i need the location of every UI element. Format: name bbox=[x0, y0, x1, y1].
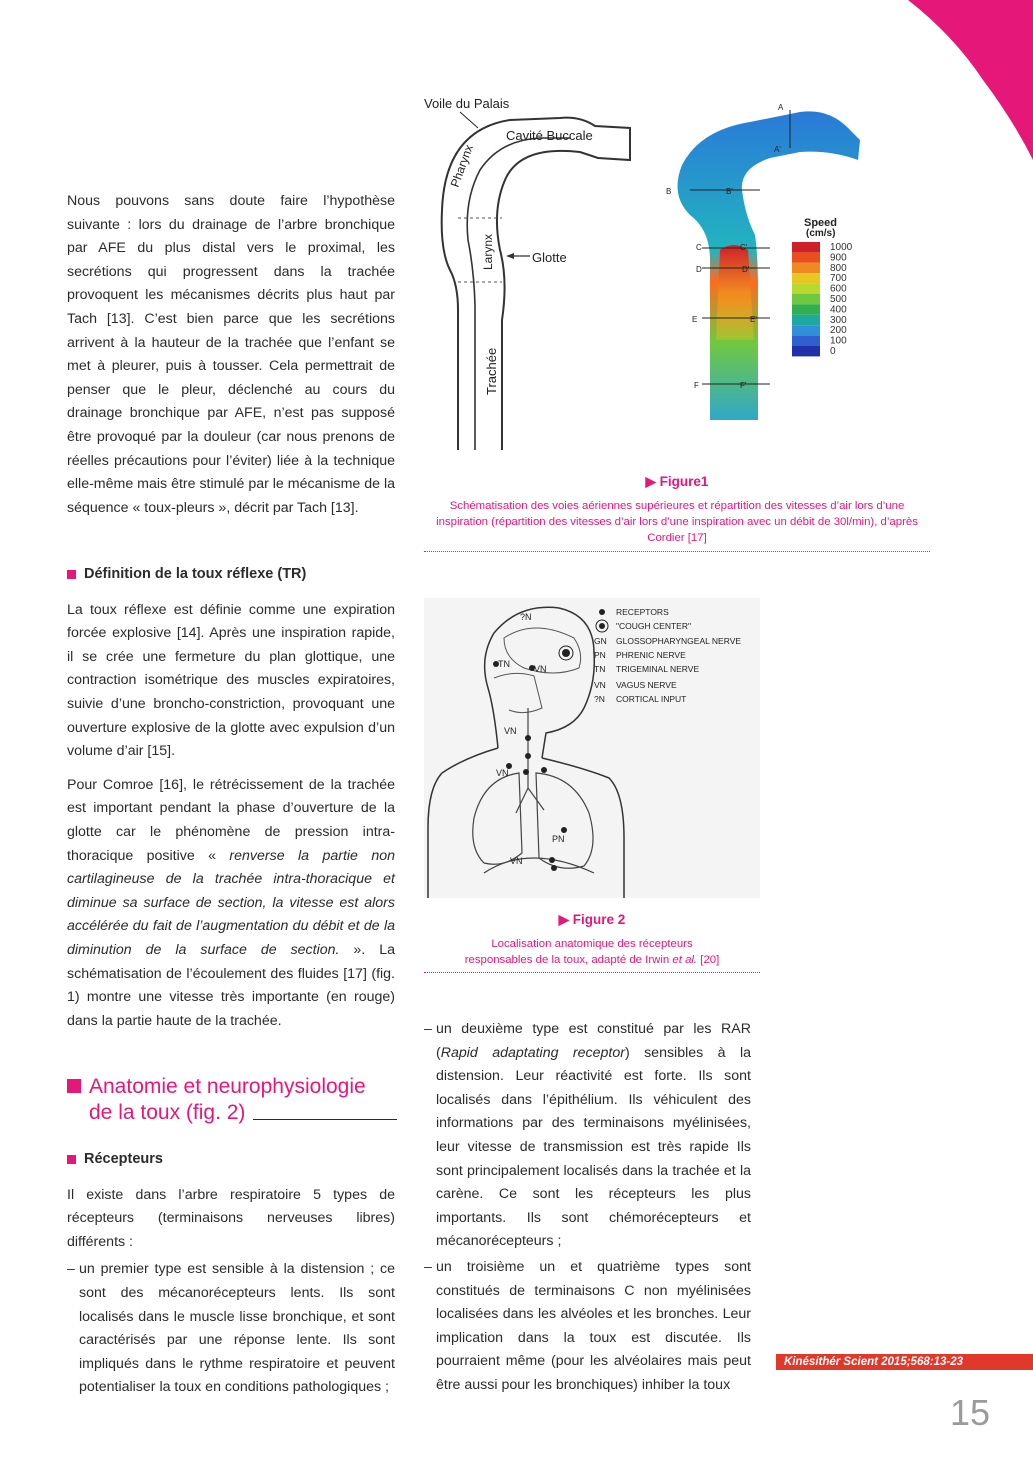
bullet-square-icon bbox=[67, 1155, 76, 1164]
legend-value: 400 bbox=[830, 304, 847, 316]
legend-swatch bbox=[792, 304, 820, 314]
svg-text:A: A bbox=[778, 103, 784, 112]
page-number: 15 bbox=[950, 1392, 991, 1433]
svg-text:D: D bbox=[696, 265, 702, 274]
svg-text:E': E' bbox=[750, 315, 757, 324]
label-glotte: Glotte bbox=[532, 250, 567, 265]
svg-text:?N: ?N bbox=[594, 694, 605, 704]
list-item: – un troisième un et quatrième types sont constitués de terminaisons C non myélinisées localisées dans les alvéoles et les bronches. Leur implication dans la toux est discutée. Ils pourraient même (pour les alvéolaires mais peut être aussi pour les bronchiques) inhiber la toux bbox=[424, 1256, 751, 1398]
legend-value: 0 bbox=[830, 346, 836, 357]
legend-value: 900 bbox=[830, 252, 847, 264]
journal-reference: Kinésithér Scient 2015;568:13-23 bbox=[776, 1354, 1033, 1370]
svg-text:VN: VN bbox=[594, 680, 606, 690]
legend-swatch bbox=[792, 263, 820, 273]
legend-value: 600 bbox=[830, 283, 847, 295]
airway-outline bbox=[442, 118, 630, 450]
svg-text:E: E bbox=[692, 315, 698, 324]
legend-swatch bbox=[792, 346, 820, 356]
svg-text:VN: VN bbox=[534, 664, 547, 674]
figure1-divider bbox=[424, 551, 930, 552]
legend-swatch bbox=[792, 294, 820, 304]
legend-swatch bbox=[792, 325, 820, 335]
svg-text:PN: PN bbox=[594, 650, 606, 660]
label-cavite: Cavité Buccale bbox=[506, 128, 593, 143]
svg-text:B': B' bbox=[726, 187, 733, 196]
list-item: – un premier type est sensible à la distension ; ce sont des mécanorécepteurs lents. Ils sont localisés dans le muscle lisse bronchique, et sont caractérisés par une réponse lente. Ils sont impliqués dans le rythme respiratoire et peuvent potentialiser la toux en conditions pathologiques ; bbox=[67, 1258, 395, 1400]
heading-rule bbox=[253, 1119, 397, 1120]
svg-text:?N: ?N bbox=[520, 612, 532, 622]
svg-text:GN: GN bbox=[594, 636, 607, 646]
legend-value: 300 bbox=[830, 314, 847, 326]
section-heading: Anatomie et neurophysiologie de la toux (fig. 2) bbox=[67, 1074, 397, 1126]
svg-text:"COUGH CENTER": "COUGH CENTER" bbox=[616, 621, 691, 631]
svg-text:VN: VN bbox=[504, 726, 517, 736]
legend-value: 200 bbox=[830, 325, 847, 337]
svg-text:C: C bbox=[696, 243, 702, 252]
list-item: – un deuxième type est constitué par les RAR (Rapid adaptating receptor) sensibles à la distension. Leur réactivité est forte. Ils sont localisés dans l’épithélium. Ils véhiculent des informations par des terminaisons myélinisées, leur vitesse de transmission est très rapide Ils sont principalement localisés dans la trachée et la carène. Ce sont les récepteurs les plus importants. Ils sont chémorécepteurs et mécanorécepteurs ; bbox=[424, 1018, 751, 1254]
section-toux-reflexe bbox=[67, 563, 395, 1033]
label-pharynx: Pharynx bbox=[447, 142, 476, 190]
figure2-title: ▶ Figure 2 bbox=[558, 912, 626, 927]
paragraph: Il existe dans l’arbre respiratoire 5 types de récepteurs (terminaisons nerveuses libres) différents : bbox=[67, 1186, 395, 1250]
figure2-diagram bbox=[424, 598, 760, 898]
legend-swatch bbox=[792, 315, 820, 325]
label-trachee: Trachée bbox=[484, 347, 499, 395]
intro-paragraph: Nous pouvons sans doute faire l’hypothèse suivante : lors du drainage de l’arbre bronchique par AFE du plus distal vers le proximal, les secrétions qui progressent dans la trachée provoquent les mécanismes décrits plus haut par Tach [13]. C’est bien parce que les secrétions arrivent à la hauteur de la trachée que l’enfant se met à pleurer, puis à tousser. Cela permettrait de penser que le pleur, déclenché au cours du drainage bronchique par AFE, n’est pas supposé être provoqué par la douleur (car nous prenons de réelles précautions pour l’éviter) liée à la technique elle-même mais être stimulé par le mécanisme de la séquence « toux-pleurs », décrit par Tach [13]. bbox=[67, 193, 396, 516]
svg-text:C': C' bbox=[740, 243, 748, 252]
legend-swatch bbox=[792, 284, 820, 294]
right-column bbox=[424, 1018, 751, 1398]
bullet-square-icon bbox=[67, 1079, 81, 1093]
svg-text:F': F' bbox=[740, 381, 747, 390]
svg-text:GLOSSOPHARYNGEAL NERVE: GLOSSOPHARYNGEAL NERVE bbox=[616, 636, 742, 646]
svg-text:VN: VN bbox=[510, 856, 523, 866]
paragraph: Pour Comroe [16], le rétrécissement de la trachée est important pendant la phase d’ouverture de la glotte car le phénomène de pression intra-thoracique positive « renverse la partie non cartilagineuse de la trachée intra-thoracique et diminue sa surface de section, la vitesse est alors accélérée du fait de l’augmentation du débit et de la diminution de la surface de section. ». La schématisation de l’écoulement des fluides [17] (fig. 1) montre une vitesse très importante (en rouge) dans la partie haute de la trachée. bbox=[67, 776, 395, 1029]
section-subheading: Définition de la toux réflexe (TR) bbox=[67, 563, 395, 587]
svg-text:VN: VN bbox=[496, 768, 509, 778]
svg-text:B: B bbox=[666, 187, 672, 196]
svg-text:TN: TN bbox=[498, 659, 510, 669]
svg-text:VAGUS NERVE: VAGUS NERVE bbox=[616, 680, 677, 690]
legend-title: Speed bbox=[804, 217, 838, 229]
figure1-caption: Schématisation des voies aériennes supérieures et répartition des vitesses d’air lors d’une inspiration (répartition des vitesses d’air lors d’une inspiration avec un débit de 30l/min), d’après Cordier [17] bbox=[436, 500, 918, 544]
svg-text:RECEPTORS: RECEPTORS bbox=[616, 607, 669, 617]
legend-swatch bbox=[792, 242, 820, 252]
legend-value: 500 bbox=[830, 294, 847, 305]
svg-text:D': D' bbox=[742, 265, 750, 274]
legend-value: 800 bbox=[830, 262, 847, 274]
legend-unit: (cm/s) bbox=[806, 228, 836, 239]
section-recepteurs bbox=[67, 1148, 395, 1400]
label-larynx: Larynx bbox=[481, 233, 495, 270]
legend-swatch bbox=[792, 252, 820, 262]
figure2-caption: Localisation anatomique des récepteurs responsables de la toux, adapté de Irwin et al. [20] bbox=[464, 938, 720, 966]
paragraph: La toux réflexe est définie comme une expiration forcée explosive [14]. Après une inspiration rapide, il se crée une fermeture du plan glottique, une contraction isométrique des muscles expiratoires, suivie d’une broncho-constriction, provoquant une ouverture explosive de la glotte avec expulsion d’un volume d’air [15]. bbox=[67, 601, 395, 760]
bullet-square-icon bbox=[67, 570, 76, 579]
svg-text:CORTICAL INPUT: CORTICAL INPUT bbox=[616, 694, 687, 704]
left-column bbox=[67, 190, 395, 530]
section-subheading: Récepteurs bbox=[67, 1148, 395, 1172]
legend-value: 700 bbox=[830, 273, 847, 285]
legend-swatch bbox=[792, 336, 820, 346]
label-voile: Voile du Palais bbox=[424, 96, 510, 111]
legend-swatch bbox=[792, 273, 820, 283]
speed-legend bbox=[792, 242, 853, 357]
figure1-diagram bbox=[420, 90, 930, 470]
figure1-title: ▶ Figure1 bbox=[645, 474, 709, 489]
svg-text:PN: PN bbox=[552, 834, 565, 844]
figure2-divider bbox=[424, 972, 760, 973]
legend-value: 100 bbox=[830, 335, 847, 347]
svg-text:A': A' bbox=[774, 145, 781, 154]
flow-jet bbox=[716, 245, 754, 340]
svg-text:TN: TN bbox=[594, 664, 606, 674]
svg-text:PHRENIC NERVE: PHRENIC NERVE bbox=[616, 650, 686, 660]
legend-value: 1000 bbox=[830, 242, 853, 253]
svg-text:TRIGEMINAL NERVE: TRIGEMINAL NERVE bbox=[616, 664, 700, 674]
svg-text:F: F bbox=[694, 381, 699, 390]
